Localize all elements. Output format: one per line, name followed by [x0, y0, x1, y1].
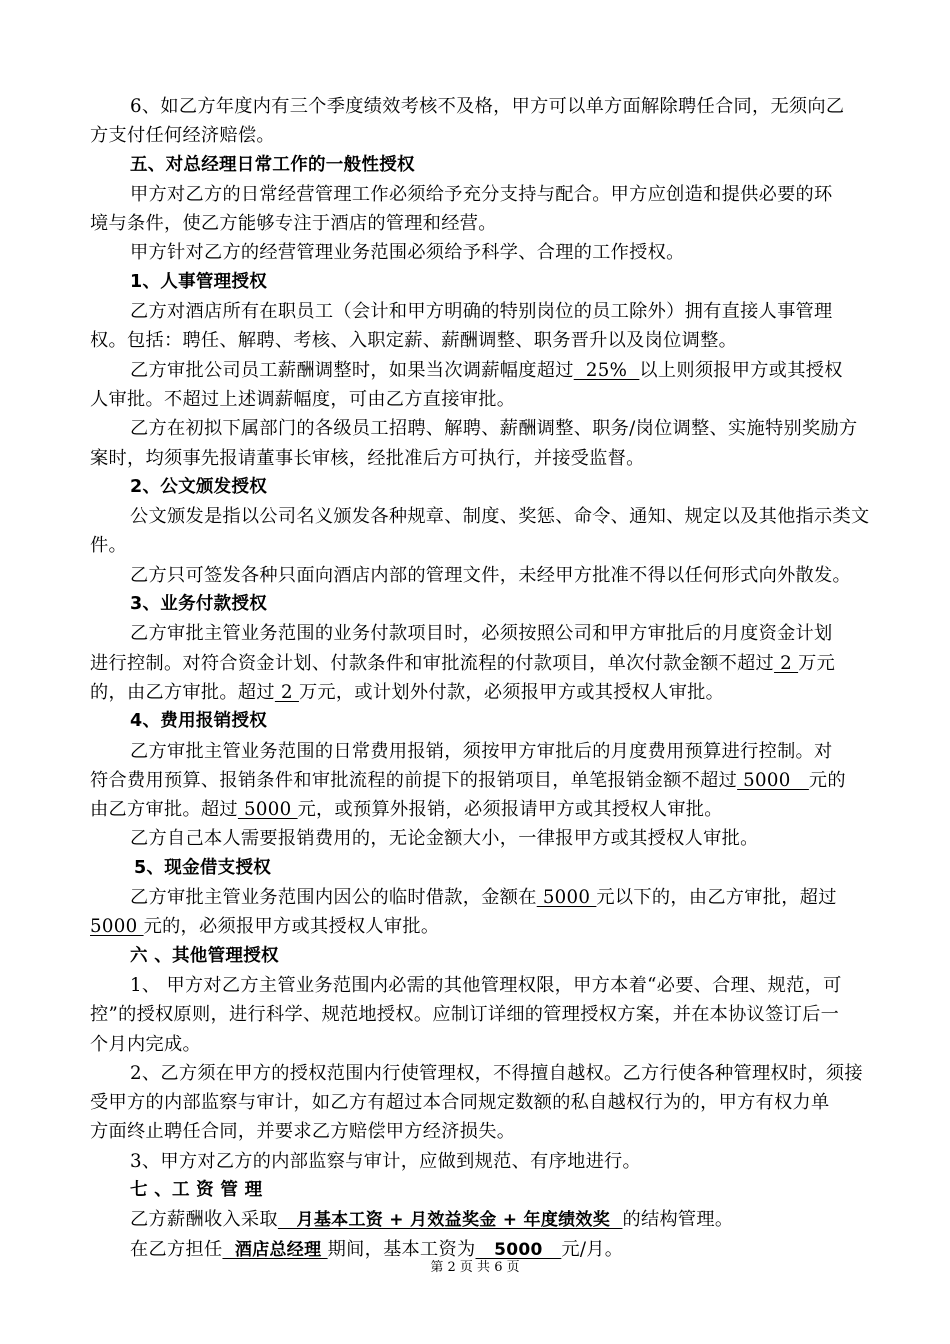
para-4b: 乙方自己本人需要报销费用的，无论金额大小，一律报甲方或其授权人审批。	[130, 828, 759, 850]
para-6b-line-1: 2、乙方须在甲方的授权范围内行使管理权，不得擅自越权。乙方行使各种管理权时，须接	[130, 1062, 863, 1084]
para-5-text-2: 元的，必须报甲方或其授权人审批。	[143, 916, 440, 938]
subsection-3-heading: 3、业务付款授权	[130, 594, 268, 615]
para-6a-line-3: 个月内完成。	[90, 1033, 201, 1055]
para-7b-text-post: 元/月。	[561, 1238, 624, 1260]
para-4-line-3	[90, 795, 870, 824]
para-3-text: 进行控制。对符合资金计划、付款条件和审批流程的付款项目，单次付款金额不超过	[90, 652, 775, 674]
base-salary-value: 5000	[475, 1239, 562, 1260]
para-6b-line-3: 方面终止聘任合同，并要求乙方赔偿甲方经济损失。	[90, 1121, 516, 1143]
para-1b-line-2: 人审批。不超过上述调薪幅度，可由乙方直接审批。	[90, 388, 516, 410]
para-7a-text: 乙方薪酬收入采取	[130, 1209, 278, 1231]
position-value: 酒店总经理	[222, 1239, 328, 1260]
section-7-heading: 七 、工 资 管 理	[130, 1179, 263, 1200]
para-4-text-3: 元，或预算外报销，必须报请甲方或其授权人审批。	[297, 799, 723, 821]
subsection-5-heading: 5、现金借支授权	[134, 857, 272, 878]
para-5a-line-1: 甲方对乙方的日常经营管理工作必须给予充分支持与配合。甲方应创造和提供必要的环	[130, 183, 833, 205]
para-4-unit: 元的	[808, 769, 846, 791]
para-1c-line-1: 乙方在初拟下属部门的各级员工招聘、解聘、薪酬调整、职务/岗位调整、实施特别奖励方	[130, 418, 858, 440]
para-2b: 乙方只可签发各种只面向酒店内部的管理文件，未经甲方批准不得以任何形式向外散发。	[130, 564, 852, 586]
para-5b: 甲方针对乙方的经营管理业务范围必须给予科学、合理的工作授权。	[130, 242, 685, 264]
para-3-unit: 万元	[798, 652, 836, 674]
para-1b-text-post: 以上则须报甲方或其授权	[639, 359, 843, 381]
expense-limit-value-2: 5000	[237, 799, 298, 821]
para-3-text-3: 万元，或计划外付款，必须报甲方或其授权人审批。	[298, 681, 725, 703]
para-3-line-2	[90, 649, 870, 678]
para-5-line-2	[90, 912, 870, 941]
para-5-text: 乙方审批主管业务范围内因公的临时借款，金额在	[130, 887, 537, 909]
para-1a-line-1: 乙方对酒店所有在职员工（会计和甲方明确的特别岗位的员工除外）拥有直接人事管理	[130, 301, 833, 323]
para-4-text-2: 由乙方审批。超过	[90, 799, 238, 821]
para-2a-line-1: 公文颁发是指以公司名义颁发各种规章、制度、奖惩、命令、通知、规定以及其他指示类文	[130, 506, 870, 528]
document-body	[90, 92, 870, 1264]
para-1a-line-2: 权。包括：聘任、解聘、考核、入职定薪、薪酬调整、职务晋升以及岗位调整。	[90, 330, 738, 352]
para-4-text: 符合费用预算、报销条件和审批流程的前提下的报销项目，单笔报销金额不超过	[90, 769, 738, 791]
loan-limit-value-2: 5000	[90, 916, 144, 938]
para-7a	[90, 1205, 870, 1234]
subsection-2-heading: 2、公文颁发授权	[130, 476, 268, 497]
para-7a-text-post: 的结构管理。	[622, 1209, 734, 1231]
salary-structure-value: 月基本工资 + 月效益奖金 + 年度绩效奖	[277, 1210, 623, 1231]
subsection-4-heading: 4、费用报销授权	[130, 711, 268, 732]
payment-limit-value-2: 2	[274, 681, 299, 703]
para-4-line-1: 乙方审批主管业务范围的日常费用报销，须按甲方审批后的月度费用预算进行控制。对	[130, 740, 833, 762]
para-6c: 3、甲方对乙方的内部监察与审计，应做到规范、有序地进行。	[130, 1150, 642, 1172]
payment-limit-value: 2	[774, 652, 799, 674]
para-1b-line-1	[90, 356, 870, 385]
para-7b-text-mid: 期间，基本工资为	[327, 1238, 476, 1260]
expense-limit-value: 5000	[737, 769, 809, 791]
para-3-text-2: 的，由乙方审批。超过	[90, 681, 275, 703]
para-6a-line-2: 控”的授权原则，进行科学、规范地授权。应制订详细的管理授权方案，并在本协议签订后一	[90, 1004, 840, 1026]
salary-adjust-threshold: 25%	[573, 359, 640, 381]
para-2a-line-2: 件。	[90, 535, 127, 557]
para-1b-text: 乙方审批公司员工薪酬调整时，如果当次调薪幅度超过	[130, 359, 574, 381]
para-4-line-2	[90, 766, 870, 795]
para-3-line-1: 乙方审批主管业务范围的业务付款项目时，必须按照公司和甲方审批后的月度资金计划	[130, 623, 833, 645]
section-6-heading: 六 、其他管理授权	[130, 945, 279, 966]
clause-6-line-1: 6、如乙方年度内有三个季度绩效考核不及格，甲方可以单方面解除聘任合同，无须向乙	[130, 96, 845, 117]
loan-limit-value: 5000	[536, 887, 597, 909]
para-6a-line-1: 1、 甲方对乙方主管业务范围内必需的其他管理权限，甲方本着“必要、合理、规范，可	[130, 974, 842, 996]
section-5-heading: 五、对总经理日常工作的一般性授权	[130, 154, 415, 175]
para-5-line-1	[90, 883, 870, 912]
clause-6-line-2: 方支付任何经济赔偿。	[90, 125, 275, 147]
para-5a-line-2: 境与条件，使乙方能够专注于酒店的管理和经营。	[90, 213, 497, 235]
subsection-1-heading: 1、人事管理授权	[130, 271, 268, 292]
para-3-line-3	[90, 678, 870, 707]
para-1c-line-2: 案时，均须事先报请董事长审核，经批准后方可执行，并接受监督。	[90, 447, 645, 469]
page-footer: 第 2 页 共 6 页	[430, 1260, 520, 1275]
para-7b-text: 在乙方担任	[130, 1238, 223, 1260]
para-6b-line-2: 受甲方的内部监察与审计，如乙方有超过本合同规定数额的私自越权行为的，甲方有权力单	[90, 1092, 830, 1114]
para-5-text-post: 元以下的，由乙方审批，超过	[596, 887, 837, 909]
